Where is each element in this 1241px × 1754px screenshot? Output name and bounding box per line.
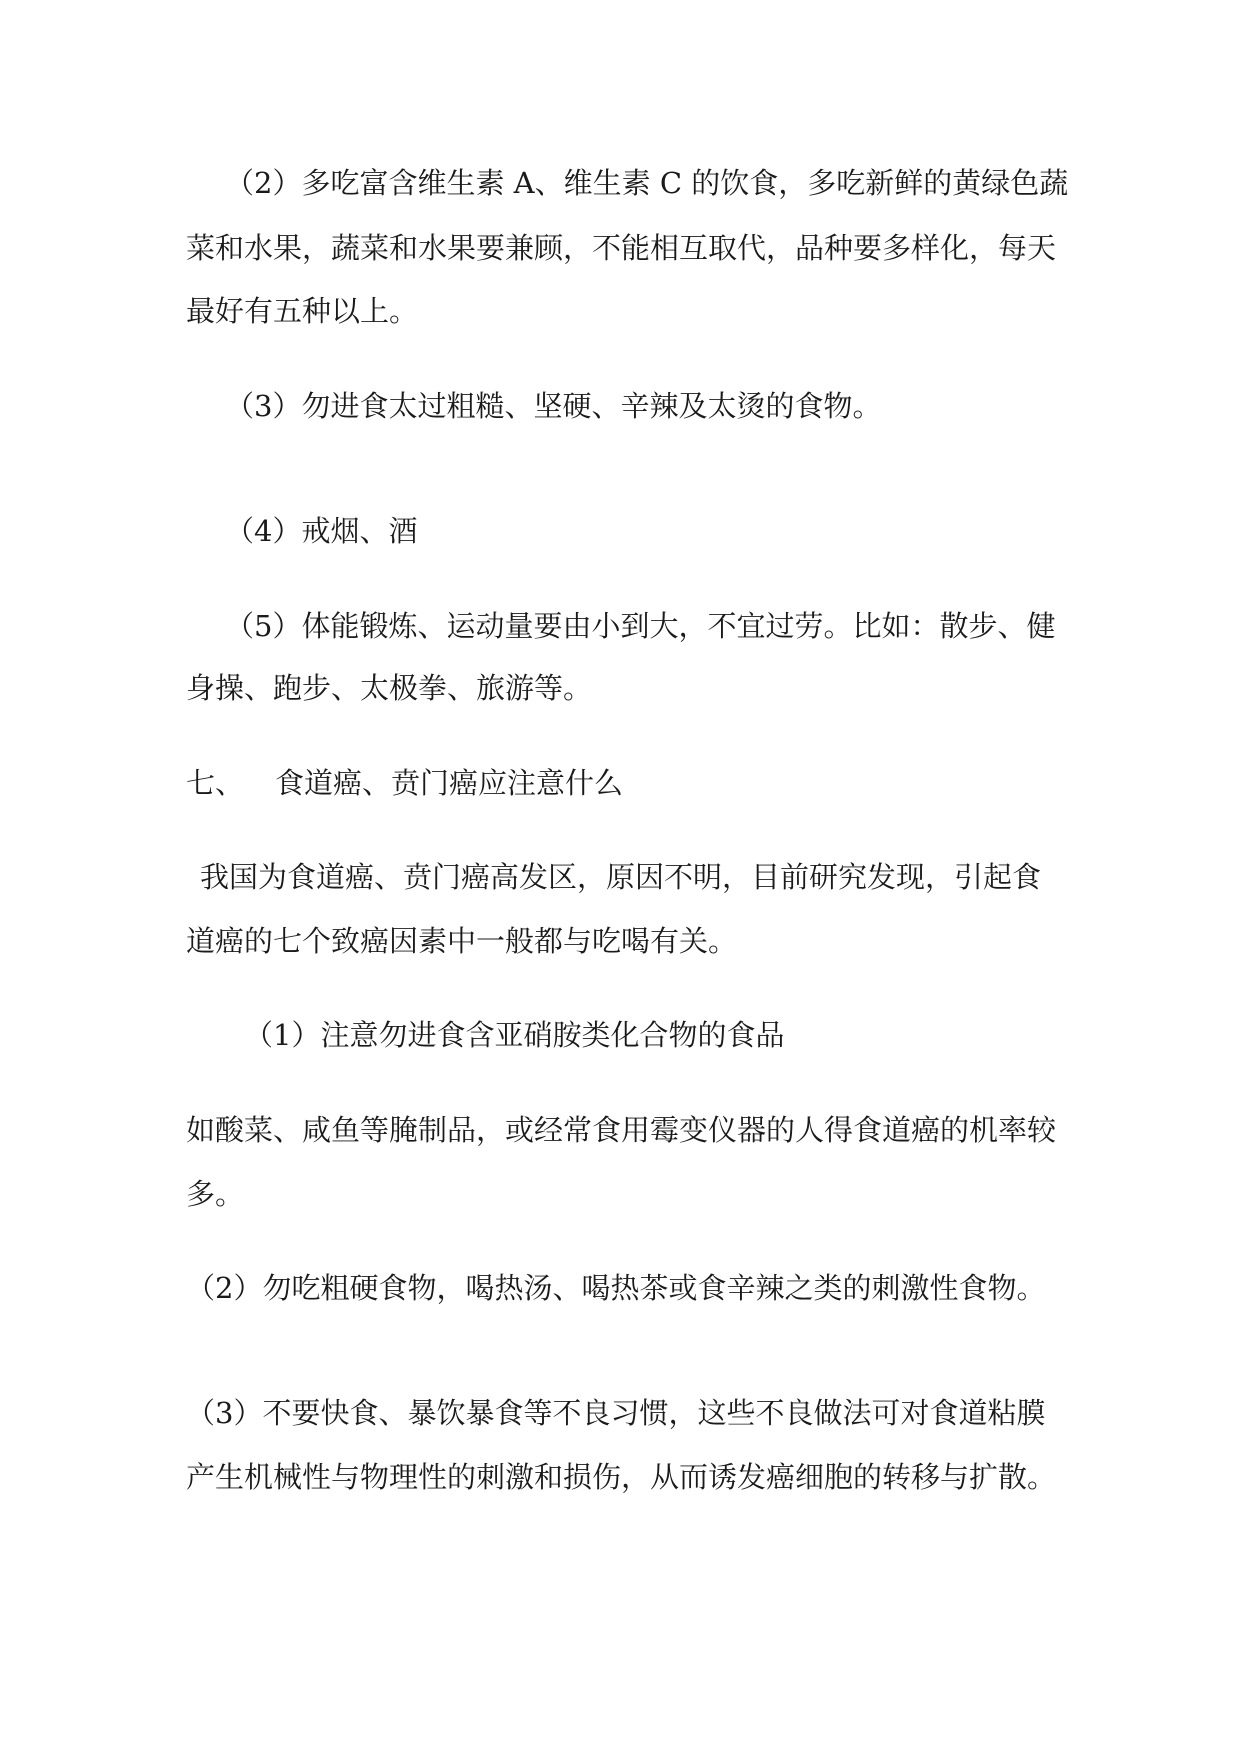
section-7-number: 七、 (186, 766, 245, 800)
sub-2: （2）勿吃粗硬食物，喝热汤、喝热茶或食辛辣之类的刺激性食物。 (186, 1271, 1046, 1305)
item-4: （4）戒烟、酒 (225, 514, 418, 548)
intro-line-1: 我国为食道癌、贲门癌高发区，原因不明，目前研究发现，引起食 (200, 860, 1042, 894)
sub-3-line-2: 产生机械性与物理性的刺激和损伤，从而诱发癌细胞的转移与扩散。 (186, 1460, 1057, 1494)
item-2-line-2: 菜和水果，蔬菜和水果要兼顾，不能相互取代，品种要多样化，每天 (186, 231, 1057, 265)
item-2-line-1: （2）多吃富含维生素 A、维生素 C 的饮食，多吃新鲜的黄绿色蔬 (225, 166, 1069, 200)
item-2-line-3: 最好有五种以上。 (186, 294, 419, 328)
sub-1-heading: （1）注意勿进食含亚硝胺类化合物的食品 (244, 1018, 785, 1052)
item-5-line-2: 身操、跑步、太极拳、旅游等。 (186, 671, 593, 705)
item-3: （3）勿进食太过粗糙、坚硬、辛辣及太烫的食物。 (225, 389, 882, 423)
section-7-title: 食道癌、贲门癌应注意什么 (275, 766, 624, 800)
sub-1-line-1: 如酸菜、咸鱼等腌制品，或经常食用霉变仪器的人得食道癌的机率较 (186, 1113, 1057, 1147)
intro-line-2: 道癌的七个致癌因素中一般都与吃喝有关。 (186, 924, 738, 958)
item-5-line-1: （5）体能锻炼、运动量要由小到大，不宜过劳。比如：散步、健 (225, 609, 1056, 643)
sub-3-line-1: （3）不要快食、暴饮暴食等不良习惯，这些不良做法可对食道粘膜 (186, 1396, 1046, 1430)
sub-1-line-2: 多。 (186, 1177, 245, 1211)
